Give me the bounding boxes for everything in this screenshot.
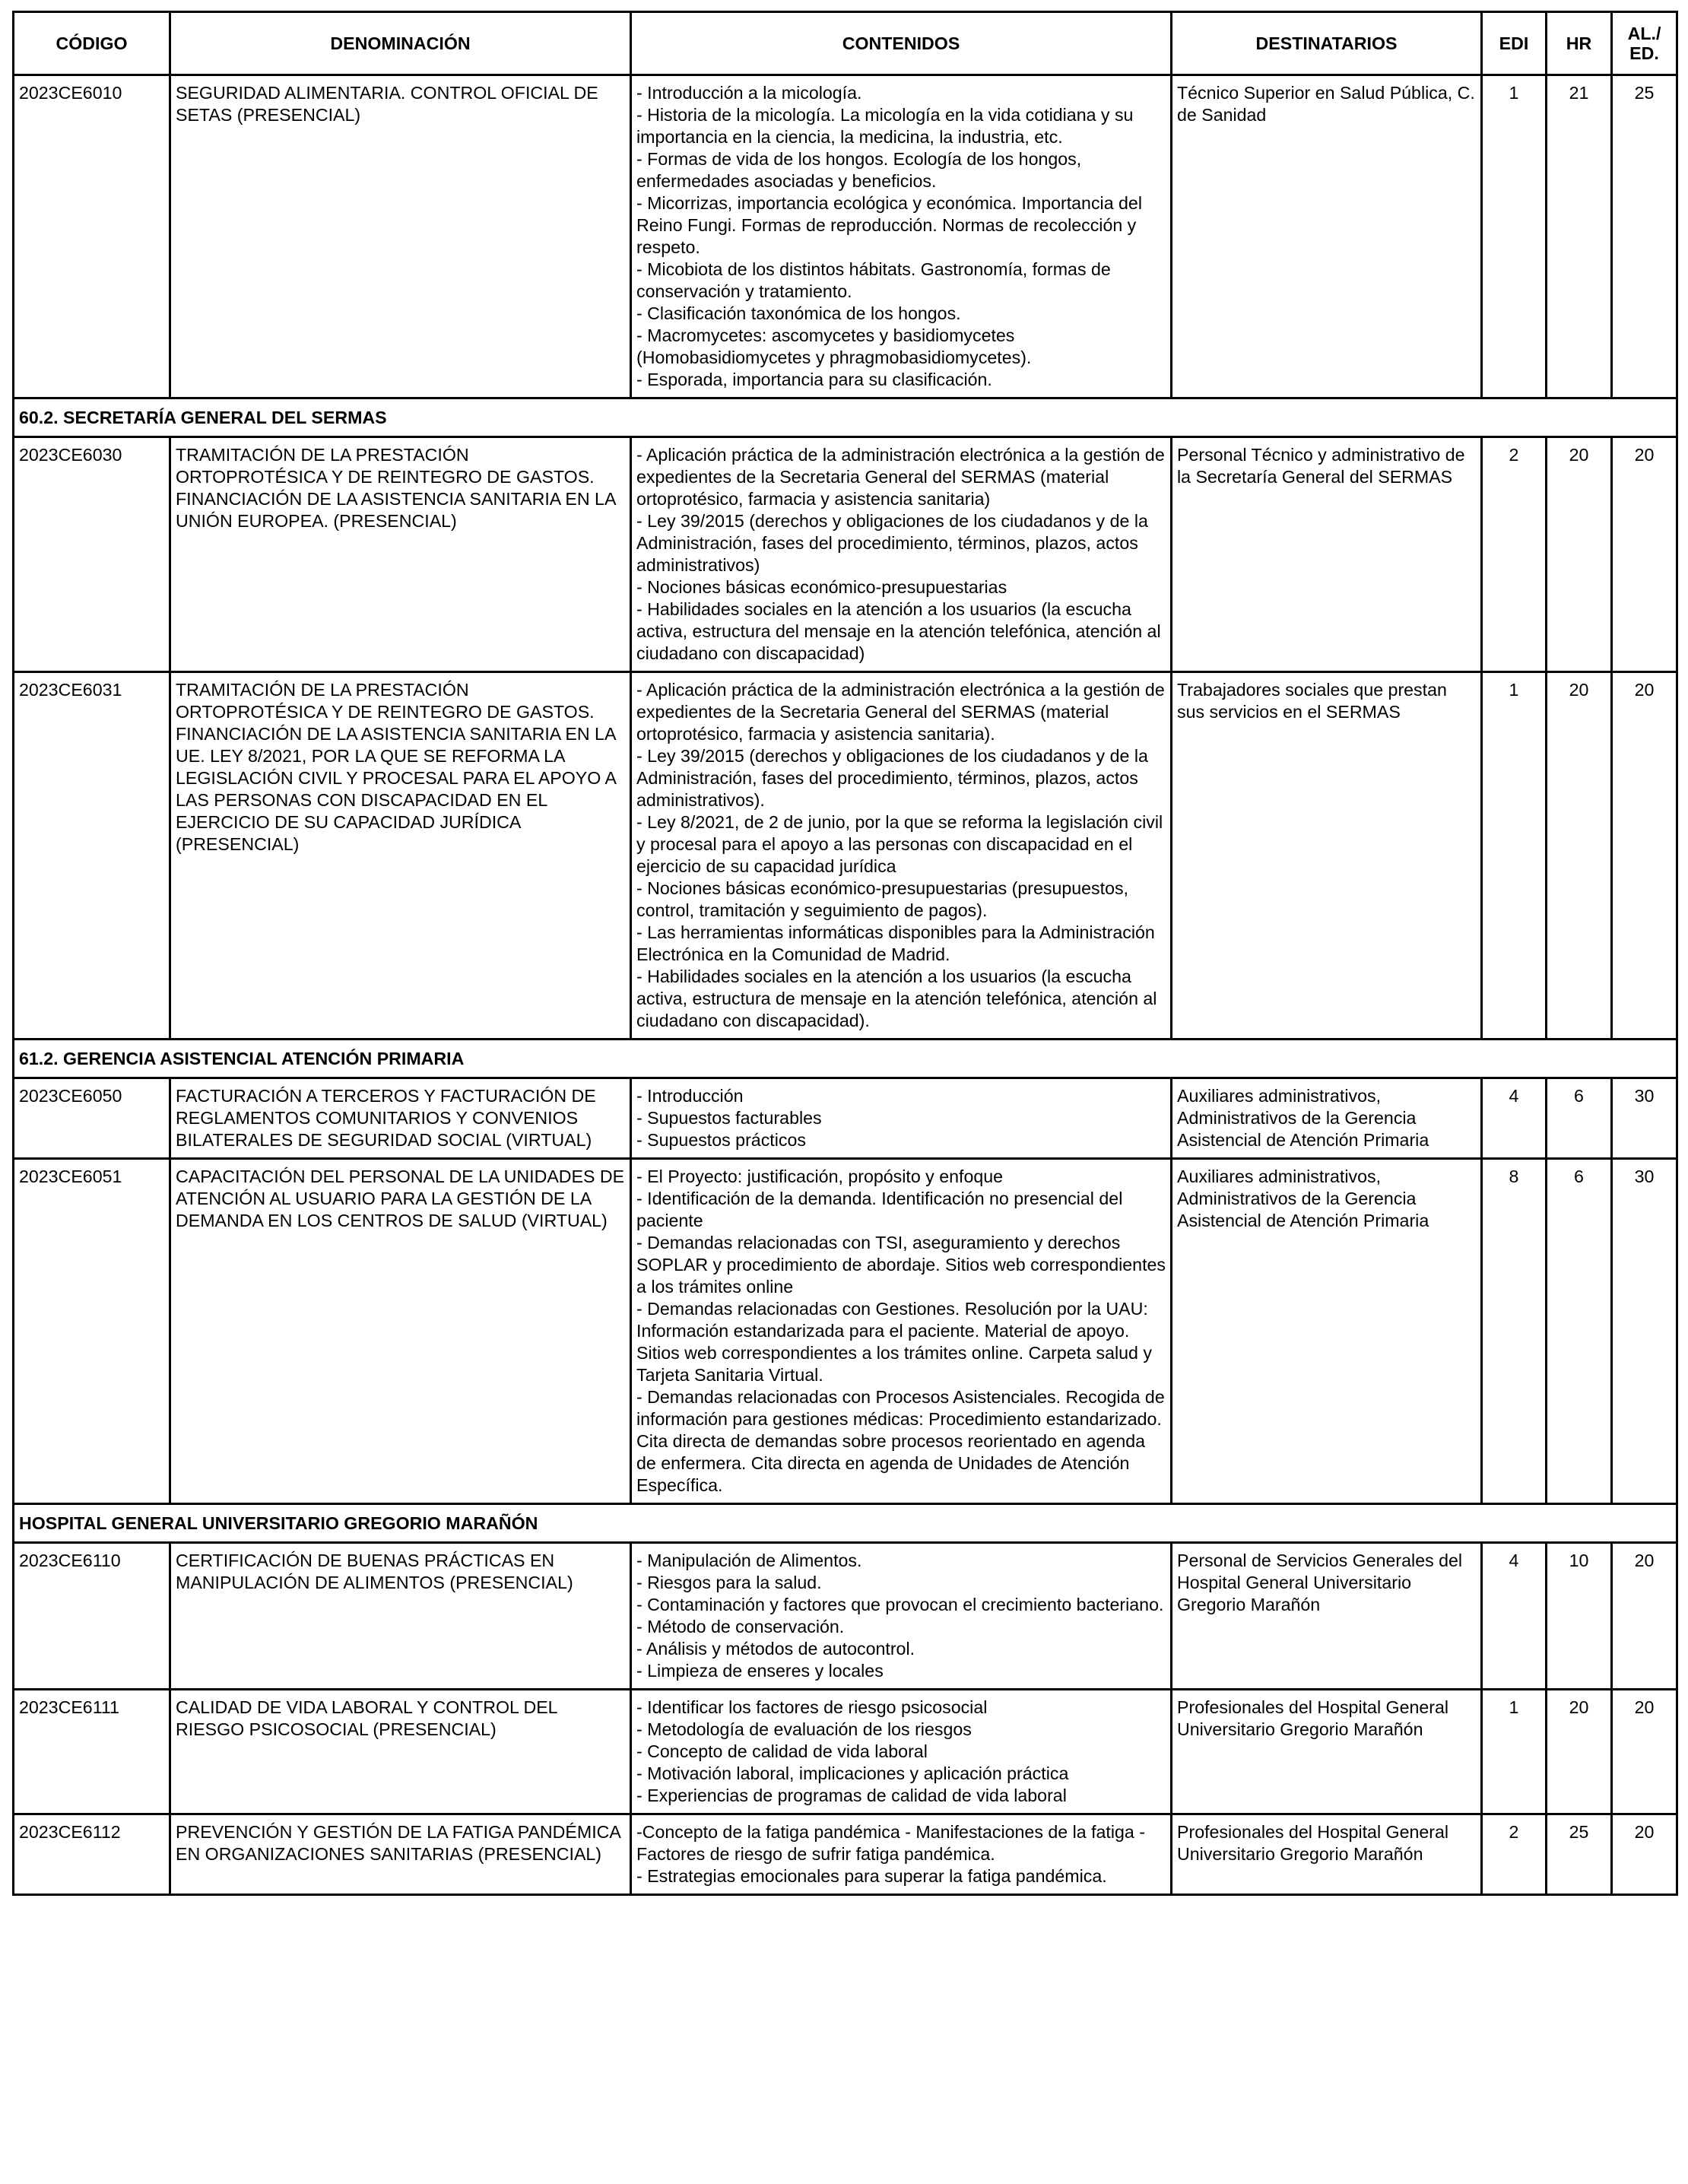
content-line: - Introducción (636, 1086, 744, 1106)
course-hr: 10 (1547, 1543, 1612, 1690)
course-code: 2023CE6010 (14, 75, 170, 398)
content-line: - Concepto de calidad de vida laboral (636, 1741, 928, 1761)
course-code: 2023CE6051 (14, 1159, 170, 1504)
course-name: TRAMITACIÓN DE LA PRESTACIÓN ORTOPROTÉSICA Y DE REINTEGRO DE GASTOS. FINANCIACIÓN DE LA ASISTENCIA SANITARIA EN LA UE. LEY 8/2021, POR LA QUE SE REFORMA LA LEGISLACIÓN CIVIL Y PROCESAL PARA EL APOYO A LAS PERSONAS CON DISCAPACIDAD EN EL EJERCICIO DE SU CAPACIDAD JURÍDICA (PRESENCIAL) (170, 672, 631, 1040)
course-code: 2023CE6112 (14, 1814, 170, 1895)
course-al: 20 (1612, 1814, 1677, 1895)
content-line: - Supuestos facturables (636, 1108, 822, 1128)
course-code: 2023CE6110 (14, 1543, 170, 1690)
table-row (14, 672, 1677, 1040)
course-al: 20 (1612, 672, 1677, 1040)
content-line: - Esporada, importancia para su clasificación. (636, 370, 992, 389)
course-al: 20 (1612, 1690, 1677, 1814)
content-line: - Identificación de la demanda. Identificación no presencial del paciente (636, 1189, 1123, 1230)
content-line: - Historia de la micología. La micología en la vida cotidiana y su importancia en la ciencia, la medicina, la industria, etc. (636, 105, 1134, 147)
section-title: 61.2. GERENCIA ASISTENCIAL ATENCIÓN PRIMARIA (14, 1040, 1677, 1078)
content-line: - Demandas relacionadas con TSI, aseguramiento y derechos SOPLAR y procedimiento de abordaje. Sitios web correspondientes a los trámites online (636, 1233, 1166, 1297)
content-line: - Clasificación taxonómica de los hongos. (636, 303, 961, 323)
course-hr: 6 (1547, 1078, 1612, 1159)
courses-table (12, 11, 1678, 1896)
course-contents (631, 1814, 1172, 1895)
course-name: FACTURACIÓN A TERCEROS Y FACTURACIÓN DE REGLAMENTOS COMUNITARIOS Y CONVENIOS BILATERALES DE SEGURIDAD SOCIAL (VIRTUAL) (170, 1078, 631, 1159)
section-row (14, 1504, 1677, 1543)
course-name: CAPACITACIÓN DEL PERSONAL DE LA UNIDADES DE ATENCIÓN AL USUARIO PARA LA GESTIÓN DE LA DEMANDA EN LOS CENTROS DE SALUD (VIRTUAL) (170, 1159, 631, 1504)
course-contents (631, 1543, 1172, 1690)
content-line: - Experiencias de programas de calidad de vida laboral (636, 1786, 1067, 1805)
content-line: - Aplicación práctica de la administración electrónica a la gestión de expedientes de la Secretaria General del SERMAS (material ortoprotésico, farmacia y asistencia sanitaria). (636, 680, 1165, 744)
course-recipients: Profesionales del Hospital General Universitario Gregorio Marañón (1172, 1814, 1482, 1895)
content-line: - El Proyecto: justificación, propósito y enfoque (636, 1167, 1004, 1186)
header-destinatarios: DESTINATARIOS (1172, 12, 1482, 75)
table-row (14, 1690, 1677, 1814)
course-name: CERTIFICACIÓN DE BUENAS PRÁCTICAS EN MANIPULACIÓN DE ALIMENTOS (PRESENCIAL) (170, 1543, 631, 1690)
course-recipients: Profesionales del Hospital General Universitario Gregorio Marañón (1172, 1690, 1482, 1814)
course-contents (631, 437, 1172, 672)
course-edi: 8 (1482, 1159, 1547, 1504)
course-name: TRAMITACIÓN DE LA PRESTACIÓN ORTOPROTÉSICA Y DE REINTEGRO DE GASTOS. FINANCIACIÓN DE LA ASISTENCIA SANITARIA EN LA UNIÓN EUROPEA. (PRESENCIAL) (170, 437, 631, 672)
content-line: - Riesgos para la salud. (636, 1573, 822, 1592)
course-al: 25 (1612, 75, 1677, 398)
table-row (14, 1078, 1677, 1159)
document-page (12, 11, 1676, 1896)
course-contents (631, 75, 1172, 398)
content-line: - Micorrizas, importancia ecológica y económica. Importancia del Reino Fungi. Formas de reproducción. Normas de recolección y respeto. (636, 193, 1142, 257)
content-line: - Supuestos prácticos (636, 1130, 806, 1150)
course-edi: 4 (1482, 1078, 1547, 1159)
content-line: - Ley 39/2015 (derechos y obligaciones de los ciudadanos y de la Administración, fases del procedimiento, términos, plazos, actos administrativos). (636, 746, 1148, 810)
course-hr: 6 (1547, 1159, 1612, 1504)
course-recipients: Personal de Servicios Generales del Hospital General Universitario Gregorio Marañón (1172, 1543, 1482, 1690)
content-line: - Ley 39/2015 (derechos y obligaciones de los ciudadanos y de la Administración, fases del procedimiento, términos, plazos, actos administrativos) (636, 511, 1148, 575)
table-body (14, 75, 1677, 1895)
course-al: 30 (1612, 1078, 1677, 1159)
content-line: - Las herramientas informáticas disponibles para la Administración Electrónica en la Comunidad de Madrid. (636, 922, 1155, 964)
course-al: 20 (1612, 437, 1677, 672)
course-al: 30 (1612, 1159, 1677, 1504)
table-row (14, 437, 1677, 672)
table-header-row (14, 12, 1677, 75)
header-edi: EDI (1482, 12, 1547, 75)
table-row (14, 1814, 1677, 1895)
course-recipients: Auxiliares administrativos, Administrativos de la Gerencia Asistencial de Atención Primaria (1172, 1078, 1482, 1159)
content-line: - Habilidades sociales en la atención a los usuarios (la escucha activa, estructura de mensaje en la atención telefónica, atención al ciudadano con discapacidad). (636, 967, 1157, 1030)
course-contents (631, 1690, 1172, 1814)
table-row (14, 1159, 1677, 1504)
content-line: - Identificar los factores de riesgo psicosocial (636, 1697, 988, 1717)
course-hr: 20 (1547, 672, 1612, 1040)
course-code: 2023CE6050 (14, 1078, 170, 1159)
content-line: - Aplicación práctica de la administración electrónica a la gestión de expedientes de la Secretaria General del SERMAS (material ortoprotésico, farmacia y asistencia sanitaria) (636, 445, 1165, 509)
content-line: - Introducción a la micología. (636, 83, 862, 103)
header-hr: HR (1547, 12, 1612, 75)
content-line: - Estrategias emocionales para superar la fatiga pandémica. (636, 1866, 1107, 1886)
course-contents (631, 1159, 1172, 1504)
content-line: - Nociones básicas económico-presupuestarias (636, 577, 1007, 597)
course-code: 2023CE6031 (14, 672, 170, 1040)
course-recipients: Trabajadores sociales que prestan sus servicios en el SERMAS (1172, 672, 1482, 1040)
course-edi: 1 (1482, 672, 1547, 1040)
content-line: - Metodología de evaluación de los riesgos (636, 1719, 972, 1739)
course-contents (631, 672, 1172, 1040)
course-name: CALIDAD DE VIDA LABORAL Y CONTROL DEL RIESGO PSICOSOCIAL (PRESENCIAL) (170, 1690, 631, 1814)
content-line: - Análisis y métodos de autocontrol. (636, 1639, 915, 1659)
course-code: 2023CE6111 (14, 1690, 170, 1814)
table-row (14, 1543, 1677, 1690)
section-row (14, 1040, 1677, 1078)
course-code: 2023CE6030 (14, 437, 170, 672)
course-name: PREVENCIÓN Y GESTIÓN DE LA FATIGA PANDÉMICA EN ORGANIZACIONES SANITARIAS (PRESENCIAL) (170, 1814, 631, 1895)
course-hr: 21 (1547, 75, 1612, 398)
content-line: - Ley 8/2021, de 2 de junio, por la que se reforma la legislación civil y procesal para el apoyo a las personas con discapacidad en el ejercicio de su capacidad jurídica (636, 812, 1163, 876)
course-name: SEGURIDAD ALIMENTARIA. CONTROL OFICIAL DE SETAS (PRESENCIAL) (170, 75, 631, 398)
course-hr: 20 (1547, 1690, 1612, 1814)
header-contenidos: CONTENIDOS (631, 12, 1172, 75)
content-line: - Formas de vida de los hongos. Ecología de los hongos, enfermedades asociadas y beneficios. (636, 149, 1082, 191)
section-row (14, 398, 1677, 437)
content-line: - Habilidades sociales en la atención a los usuarios (la escucha activa, estructura del mensaje en la atención telefónica, atención al ciudadano con discapacidad) (636, 599, 1161, 663)
content-line: - Motivación laboral, implicaciones y aplicación práctica (636, 1763, 1069, 1783)
course-edi: 1 (1482, 75, 1547, 398)
content-line: - Nociones básicas económico-presupuestarias (presupuestos, control, tramitación y seguimiento de pagos). (636, 878, 1128, 920)
course-recipients: Personal Técnico y administrativo de la Secretaría General del SERMAS (1172, 437, 1482, 672)
course-al: 20 (1612, 1543, 1677, 1690)
course-hr: 25 (1547, 1814, 1612, 1895)
header-al-ed: AL./ ED. (1612, 12, 1677, 75)
table-row (14, 75, 1677, 398)
content-line: - Manipulación de Alimentos. (636, 1551, 862, 1570)
content-line: -Concepto de la fatiga pandémica - Manifestaciones de la fatiga - Factores de riesgo de sufrir fatiga pandémica. (636, 1822, 1145, 1864)
content-line: - Limpieza de enseres y locales (636, 1661, 884, 1681)
course-recipients: Técnico Superior en Salud Pública, C. de Sanidad (1172, 75, 1482, 398)
content-line: - Demandas relacionadas con Gestiones. Resolución por la UAU: Información estandarizada para el paciente. Material de apoyo. Sitios web correspondientes a los trámites online. Carpeta salud y Tarjeta Sanitaria Virtual. (636, 1299, 1152, 1385)
course-edi: 2 (1482, 437, 1547, 672)
content-line: - Contaminación y factores que provocan el crecimiento bacteriano. (636, 1595, 1164, 1614)
section-title: HOSPITAL GENERAL UNIVERSITARIO GREGORIO MARAÑÓN (14, 1504, 1677, 1543)
content-line: - Demandas relacionadas con Procesos Asistenciales. Recogida de información para gestiones médicas: Procedimiento estandarizado. Cita directa de demandas sobre procesos reorientado en agenda de enfermera. Cita directa en agenda de Unidades de Atención Específica. (636, 1387, 1165, 1495)
course-edi: 1 (1482, 1690, 1547, 1814)
course-recipients: Auxiliares administrativos, Administrativos de la Gerencia Asistencial de Atención Primaria (1172, 1159, 1482, 1504)
course-edi: 4 (1482, 1543, 1547, 1690)
course-hr: 20 (1547, 437, 1612, 672)
header-denominacion: DENOMINACIÓN (170, 12, 631, 75)
content-line: - Macromycetes: ascomycetes y basidiomycetes (Homobasidiomycetes y phragmobasidiomycetes). (636, 325, 1032, 367)
content-line: - Método de conservación. (636, 1617, 845, 1636)
header-codigo: CÓDIGO (14, 12, 170, 75)
section-title: 60.2. SECRETARÍA GENERAL DEL SERMAS (14, 398, 1677, 437)
course-edi: 2 (1482, 1814, 1547, 1895)
content-line: - Micobiota de los distintos hábitats. Gastronomía, formas de conservación y tratamiento. (636, 259, 1111, 301)
course-contents (631, 1078, 1172, 1159)
